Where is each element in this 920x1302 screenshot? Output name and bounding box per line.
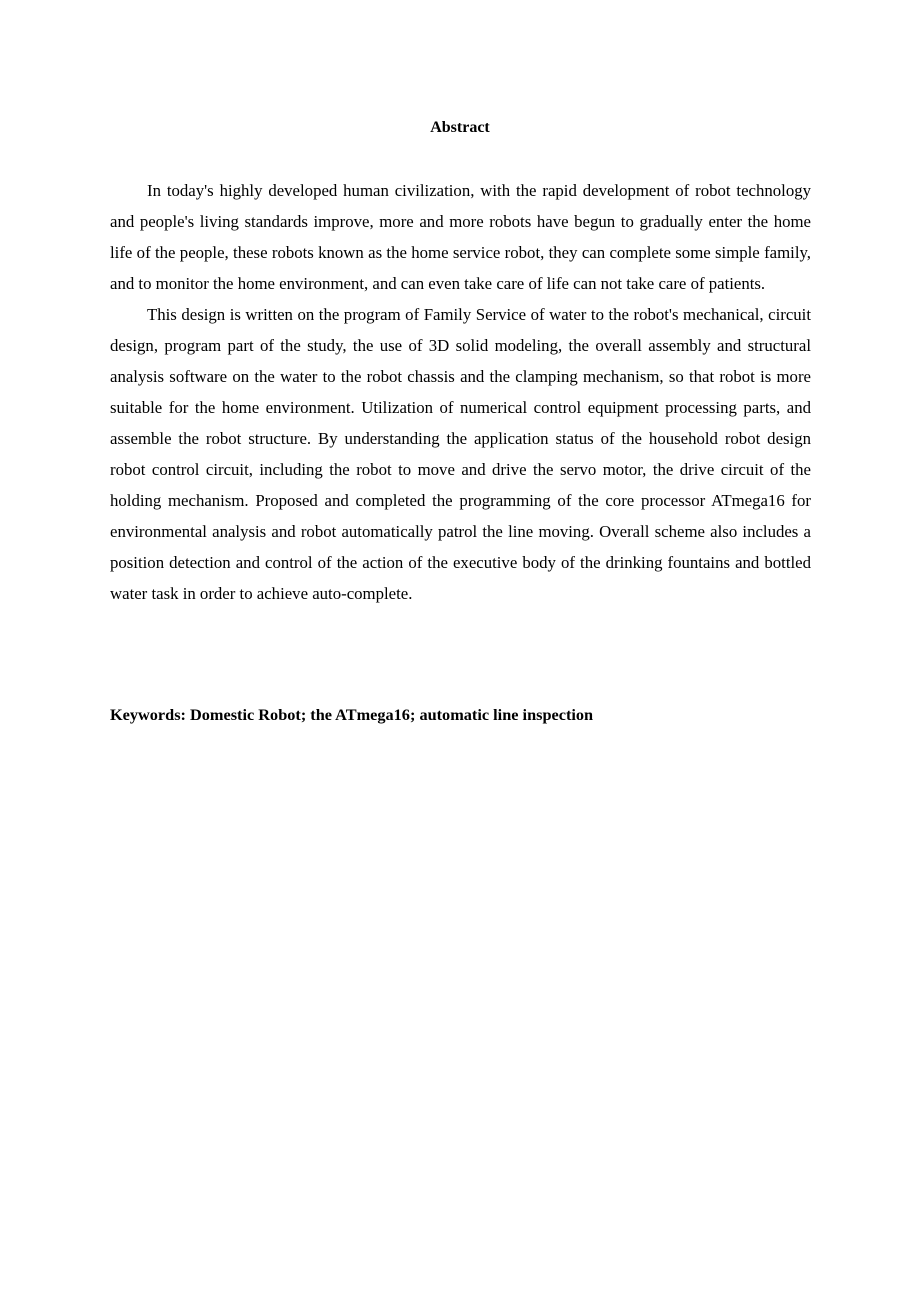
keywords-line: Keywords: Domestic Robot; the ATmega16; automatic line inspection (110, 705, 594, 724)
abstract-paragraph-2: This design is written on the program of Family Service of water to the robot's mechanical, circuit design, program part of the study, the use of 3D solid modeling, the overall assembly and structural analysis software on the water to the robot chassis and the clamping mechanism, so that robot is more suitable for the home environment. Utilization of numerical control equipment processing parts, and assemble the robot structure. By understanding the application status of the household robot design robot control circuit, including the robot to move and drive the servo motor, the drive circuit of the holding mechanism. Proposed and completed the programming of the core processor ATmega16 for environmental analysis and robot automatically patrol the line moving. Overall scheme also includes a position detection and control of the action of the executive body of the drinking fountains and bottled water task in order to achieve auto-complete. (110, 305, 811, 603)
abstract-heading: Abstract (430, 119, 490, 136)
abstract-body (110, 175, 811, 609)
abstract-paragraph-1: In today's highly developed human civilization, with the rapid development of robot technology and people's living standards improve, more and more robots have begun to gradually enter the home life of the people, these robots known as the home service robot, they can complete some simple family, and to monitor the home environment, and can even take care of life can not take care of patients. (110, 181, 811, 293)
